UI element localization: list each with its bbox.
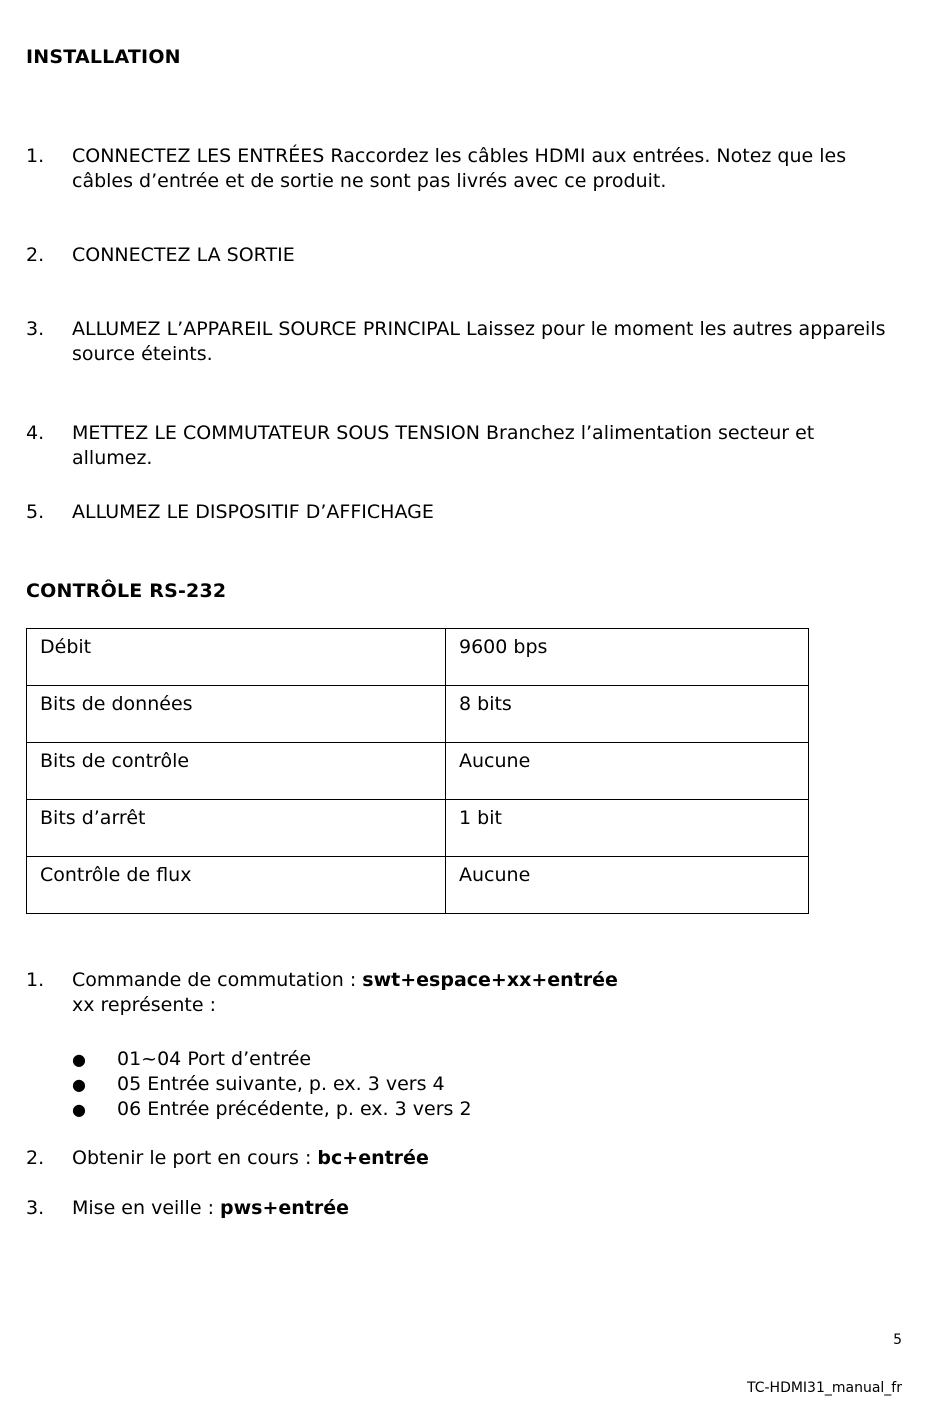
step-text: CONNECTEZ LA SORTIE	[72, 244, 295, 266]
bullet-icon: ●	[72, 1075, 86, 1094]
table-row	[27, 629, 809, 686]
table-cell-value: 1 bit	[446, 800, 809, 857]
step-text: METTEZ LE COMMUTATEUR SOUS TENSION Branchez l’alimentation secteur et allumez.	[72, 422, 815, 469]
table-row	[27, 743, 809, 800]
step-number: 3.	[26, 318, 45, 340]
step-text: ALLUMEZ L’APPAREIL SOURCE PRINCIPAL Laissez pour le moment les autres appareils source éteints.	[72, 318, 886, 365]
command-label: Obtenir le port en cours :	[72, 1147, 318, 1169]
command-number: 2.	[26, 1147, 45, 1169]
rs232-settings-table	[26, 628, 809, 914]
table-row	[27, 686, 809, 743]
bullet-text: 06 Entrée précédente, p. ex. 3 vers 2	[117, 1098, 472, 1120]
table-cell-param: Débit	[27, 629, 446, 686]
table-cell-value: 9600 bps	[446, 629, 809, 686]
command-label: Commande de commutation :	[72, 969, 363, 991]
command-line	[72, 968, 892, 993]
table-cell-value: 8 bits	[446, 686, 809, 743]
table-row	[27, 800, 809, 857]
step-text: ALLUMEZ LE DISPOSITIF D’AFFICHAGE	[72, 501, 434, 523]
step-number: 2.	[26, 244, 45, 266]
table-cell-value: Aucune	[446, 857, 809, 914]
command-code: bc+entrée	[317, 1147, 429, 1169]
step-number: 5.	[26, 501, 45, 523]
bullet-text: 05 Entrée suivante, p. ex. 3 vers 4	[117, 1073, 445, 1095]
command-line	[72, 1196, 892, 1221]
command-code: pws+entrée	[220, 1197, 350, 1219]
table-cell-param: Bits de données	[27, 686, 446, 743]
command-subtext: xx représente :	[72, 994, 216, 1016]
step-number: 1.	[26, 145, 45, 167]
table-cell-param: Bits d’arrêt	[27, 800, 446, 857]
command-number: 1.	[26, 969, 45, 991]
installation-heading: INSTALLATION	[26, 46, 181, 68]
bullet-icon: ●	[72, 1100, 86, 1119]
command-code: swt+espace+xx+entrée	[362, 969, 618, 991]
bullet-icon: ●	[72, 1050, 86, 1069]
rs232-heading: CONTRÔLE RS-232	[26, 580, 227, 602]
command-label: Mise en veille :	[72, 1197, 221, 1219]
footer-doc-name: TC-HDMI31_manual_fr	[746, 1380, 902, 1396]
table-cell-param: Bits de contrôle	[27, 743, 446, 800]
table-row	[27, 857, 809, 914]
page-number: 5	[893, 1332, 902, 1348]
step-text: CONNECTEZ LES ENTRÉES Raccordez les câbles HDMI aux entrées. Notez que les câbles d’entrée et de sortie ne sont pas livrés avec ce produit.	[72, 145, 847, 192]
table-cell-value: Aucune	[446, 743, 809, 800]
command-line	[72, 1146, 892, 1171]
step-number: 4.	[26, 422, 45, 444]
command-number: 3.	[26, 1197, 45, 1219]
table-cell-param: Contrôle de flux	[27, 857, 446, 914]
bullet-text: 01~04 Port d’entrée	[117, 1048, 312, 1070]
